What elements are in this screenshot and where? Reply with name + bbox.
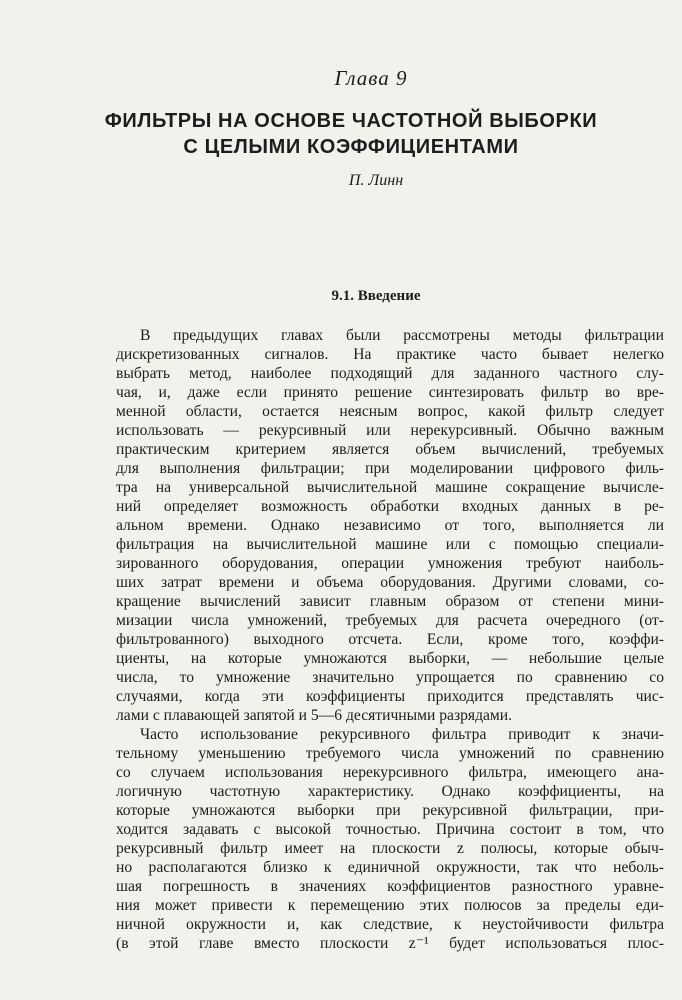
text-line: мизации числа умножений, требуемых для расчета очередного (от- <box>116 612 664 629</box>
text-line: фильтрация на вычислительной машине или с помощью специали- <box>116 536 664 553</box>
chapter-title-line-2: С ЦЕЛЫМИ КОЭФФИЦИЕНТАМИ <box>183 136 519 158</box>
text-line: числа, то умножение значительно упрощается по сравнению со <box>116 669 664 686</box>
text-line: случаями, когда эти коэффициенты приходится представлять чис- <box>116 688 664 705</box>
text-line: ния может привести к перемещению этих полюсов за пределы еди- <box>116 897 664 914</box>
text-line: тельному уменьшению требуемого числа умножений по сравнению <box>116 745 664 762</box>
text-line: ходится задавать с высокой точностью. Причина состоит в том, что <box>116 821 664 838</box>
text-line: выбрать метод, наиболее подходящий для заданного частного слу- <box>116 365 664 382</box>
text-line: использовать — рекурсивный или нерекурсивный. Обычно важным <box>116 422 664 439</box>
text-line: тра на универсальной вычислительной машине сокращение вычисле- <box>116 479 664 496</box>
text-line: но располагаются близко к единичной окружности, так что неболь- <box>116 859 664 876</box>
text-line: для выполнения фильтрации; при моделировании цифрового филь- <box>116 460 664 477</box>
text-line: кращение вычислений зависит главным образом от степени мини- <box>116 593 664 610</box>
text-line: циенты, на которые умножаются выборки, — небольшие целые <box>116 650 664 667</box>
text-line: В предыдущих главах были рассмотрены методы фильтрации <box>140 327 664 344</box>
text-line: ничной окружности и, как следствие, к неустойчивости фильтра <box>116 916 664 933</box>
text-line: (в этой главе вместо плоскости z⁻¹ будет использоваться плос- <box>116 935 664 952</box>
text-line: дискретизованных сигналов. На практике часто бывает нелегко <box>116 346 664 363</box>
text-line: логичную частотную характеристику. Однако коэффициенты, на <box>116 783 664 800</box>
text-line: рекурсивный фильтр имеет на плоскости z полюсы, которые обыч- <box>116 840 664 857</box>
text-line: менной области, остается неясным вопрос, какой фильтр следует <box>116 403 664 420</box>
chapter-author: П. Линн <box>348 172 404 189</box>
section-heading: 9.1. Введение <box>331 288 421 304</box>
text-line: альном времени. Однако независимо от того, выполняется ли <box>116 517 664 534</box>
text-line: лами с плавающей запятой и 5—6 десятичными разрядами. <box>116 707 513 724</box>
text-line: фильтрованного) выходного отсчета. Если, кроме того, коэффи- <box>116 631 664 648</box>
text-line: ших затрат времени и объема оборудования. Другими словами, со- <box>116 574 664 591</box>
chapter-title-line-1: ФИЛЬТРЫ НА ОСНОВЕ ЧАСТОТНОЙ ВЫБОРКИ <box>104 110 598 132</box>
text-line: со случаем использования нерекурсивного фильтра, имеющего ана- <box>116 764 664 781</box>
text-line: которые умножаются выборки при рекурсивной фильтрации, при- <box>116 802 664 819</box>
text-line: чая, и, даже если принято решение синтезировать фильтр во вре- <box>116 384 664 401</box>
chapter-heading: Глава 9 <box>334 66 408 90</box>
body-text <box>116 326 664 953</box>
chapter-title <box>40 108 662 160</box>
text-line: шая погрешность в значениях коэффициентов разностного уравне- <box>116 878 664 895</box>
text-line: практическим критерием является объем вычислений, требуемых <box>116 441 664 458</box>
text-line: зированного оборудования, операции умножения требуют наиболь- <box>116 555 664 572</box>
text-line: Часто использование рекурсивного фильтра приводит к значи- <box>140 726 664 743</box>
text-line: ний определяет возможность обработки входных данных в ре- <box>116 498 664 515</box>
